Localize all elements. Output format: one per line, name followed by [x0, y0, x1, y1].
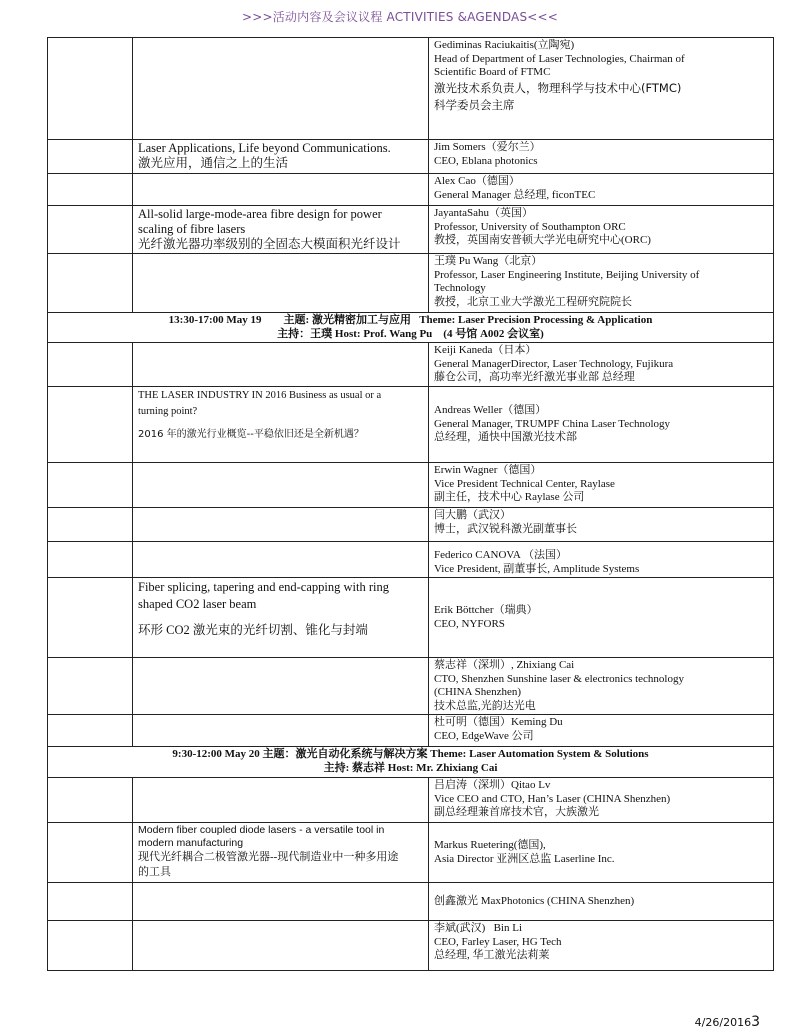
topic-cell — [133, 463, 429, 508]
topic-cell — [133, 508, 429, 542]
speaker-cell — [429, 206, 774, 254]
speaker-title: Vice CEO and CTO, Han’s Laser (CHINA Shenzhen) — [434, 792, 671, 805]
time-cell — [48, 715, 133, 747]
topic-title: modern manufacturing — [138, 837, 244, 849]
time-cell — [48, 658, 133, 715]
time-cell — [48, 883, 133, 921]
speaker-title: General ManagerDirector, Laser Technology, Fujikura — [434, 357, 674, 370]
speaker-name: Andreas Weller（德国） — [434, 404, 547, 417]
topic-cell — [133, 883, 429, 921]
speaker-title-zh: 科学委员会主席 — [434, 97, 515, 112]
page-footer — [695, 1014, 760, 1030]
speaker-title: CEO, EdgeWave 公司 — [434, 729, 534, 742]
table-row — [48, 387, 774, 463]
speaker-title-zh: 藤仓公司，高功率光纤激光事业部 总经理 — [434, 371, 635, 383]
table-row — [48, 715, 774, 747]
page-number: 3 — [751, 1014, 760, 1030]
topic-cell — [133, 387, 429, 463]
speaker-title: CEO, Farley Laser, HG Tech — [434, 935, 562, 948]
speaker-name: Gediminas Raciukaitis(立陶宛) — [434, 39, 575, 51]
speaker-cell — [429, 254, 774, 313]
speaker-title-zh: 教授，英国南安普顿大学光电研究中心(ORC) — [434, 234, 651, 246]
speaker-cell — [429, 578, 774, 658]
time-cell — [48, 578, 133, 658]
speaker-name: 吕启涛（深圳）Qitao Lv — [434, 779, 551, 791]
speaker-name: Erik Böttcher（瑞典） — [434, 604, 538, 616]
speaker-cell — [429, 174, 774, 206]
speaker-title-zh: 技术总监,光韵达光电 — [434, 699, 536, 712]
time-cell — [48, 463, 133, 508]
speaker-title: CTO, Shenzhen Sunshine laser & electronics technology — [434, 672, 684, 685]
topic-title: THE LASER INDUSTRY IN 2016 Business as usual or a — [138, 390, 382, 401]
speaker-cell — [429, 343, 774, 387]
topic-cell — [133, 778, 429, 823]
topic-title-zh: 激光应用，通信之上的生活 — [138, 156, 289, 170]
speaker-cell — [429, 387, 774, 463]
speaker-name: 闫大鹏（武汉） — [434, 509, 511, 521]
speaker-title: CEO, NYFORS — [434, 617, 505, 630]
topic-cell — [133, 542, 429, 578]
speaker-cell — [429, 658, 774, 715]
table-row — [48, 343, 774, 387]
time-cell — [48, 254, 133, 313]
speaker-title-zh: 副主任，技术中心 Raylase 公司 — [434, 491, 585, 503]
speaker-title: Technology — [434, 282, 486, 294]
speaker-title: Vice President, 副董事长, Amplitude Systems — [434, 562, 640, 575]
topic-title-zh: 现代光纤耦合二极管激光器--现代制造业中一种多用途 — [138, 851, 399, 863]
speaker-title-zh: 博士，武汉锐科激光副董事长 — [434, 522, 577, 535]
topic-title: turning point? — [138, 406, 198, 417]
table-row — [48, 38, 774, 140]
topic-title: Fiber splicing, tapering and end-capping with ring — [138, 580, 389, 594]
table-row — [48, 254, 774, 313]
speaker-name: Jim Somers（爱尔兰） — [434, 141, 541, 153]
speaker-name: Federico CANOVA （法国） — [434, 549, 568, 561]
session-host: 主持: 蔡志祥 Host: Mr. Zhixiang Cai — [323, 761, 498, 774]
speaker-name: Erwin Wagner（德国） — [434, 464, 542, 476]
topic-cell — [133, 38, 429, 140]
time-cell — [48, 387, 133, 463]
topic-cell — [133, 715, 429, 747]
speaker-title-zh: 激光技术系负责人，物理科学与技术中心(FTMC) — [434, 80, 682, 95]
table-row — [48, 658, 774, 715]
topic-title: Laser Applications, Life beyond Communications. — [138, 141, 391, 155]
topic-title: shaped CO2 laser beam — [138, 597, 257, 611]
topic-cell — [133, 254, 429, 313]
session-header — [48, 313, 774, 343]
session-theme: 9:30-12:00 May 20 主题：激光自动化系统与解决方案 Theme: Laser Automation System & Solutions — [172, 748, 649, 760]
speaker-name: 王璞 Pu Wang（北京） — [434, 255, 543, 267]
time-cell — [48, 778, 133, 823]
topic-cell — [133, 206, 429, 254]
topic-title-zh: 2016 年的激光行业概览--平稳依旧还是全新机遇？ — [138, 429, 364, 440]
topic-cell — [133, 578, 429, 658]
table-row — [48, 578, 774, 658]
table-row — [48, 883, 774, 921]
speaker-title: Scientific Board of FTMC — [434, 66, 551, 78]
table-row — [48, 823, 774, 883]
time-cell — [48, 206, 133, 254]
time-cell — [48, 38, 133, 140]
speaker-title: General Manager, TRUMPF China Laser Technology — [434, 417, 671, 430]
table-row — [48, 921, 774, 971]
topic-cell — [133, 343, 429, 387]
table-row — [48, 463, 774, 508]
speaker-name: JayantaSahu（英国） — [434, 207, 533, 219]
speaker-name: 李斌(武汉) Bin Li — [434, 922, 522, 934]
table-row — [48, 206, 774, 254]
speaker-title: General Manager 总经理, ficonTEC — [434, 188, 596, 201]
table-row — [48, 508, 774, 542]
speaker-title: Vice President Technical Center, Raylase — [434, 477, 615, 490]
speaker-title-zh: 副总经理兼首席技术官，大族激光 — [434, 806, 599, 818]
speaker-cell — [429, 715, 774, 747]
topic-title-zh: 环形 CO2 激光束的光纤切割、锥化与封端 — [138, 623, 368, 637]
speaker-title-zh: 总经理, 华工激光法莉莱 — [434, 949, 550, 961]
speaker-cell — [429, 463, 774, 508]
speaker-cell — [429, 921, 774, 971]
speaker-cell — [429, 508, 774, 542]
speaker-title-zh: 教授，北京工业大学激光工程研究院院长 — [434, 295, 632, 308]
speaker-name: Markus Ruetering(德国), — [434, 839, 546, 851]
speaker-cell — [429, 542, 774, 578]
speaker-title: Professor, University of Southampton ORC — [434, 220, 626, 233]
time-cell — [48, 542, 133, 578]
speaker-title: Asia Director 亚洲区总监 Laserline Inc. — [434, 852, 615, 865]
speaker-name: 蔡志祥（深圳）, Zhixiang Cai — [434, 659, 575, 671]
speaker-name: Keiji Kaneda（日本） — [434, 344, 537, 356]
session-host: 主持：王璞 Host: Prof. Wang Pu (4 号馆 A002 会议室) — [277, 327, 544, 340]
table-row — [48, 778, 774, 823]
agenda-table — [47, 37, 774, 971]
session-header — [48, 747, 774, 778]
speaker-title: Professor, Laser Engineering Institute, Beijing University of — [434, 268, 700, 281]
speaker-name: Alex Cao（德国） — [434, 175, 520, 187]
time-cell — [48, 823, 133, 883]
speaker-cell — [429, 778, 774, 823]
page-header-title: >>>活动内容及会议议程 ACTIVITIES &AGENDAS<<< — [241, 10, 559, 24]
time-cell — [48, 921, 133, 971]
speaker-name: 杜可明（德国）Keming Du — [434, 716, 563, 728]
topic-title-zh: 光纤激光器功率级别的全固态大模面积光纤设计 — [138, 237, 401, 251]
session-theme: 13:30-17:00 May 19 主题: 激光精密加工与应用 Theme: Laser Precision Processing & Application — [168, 314, 653, 326]
speaker-cell — [429, 140, 774, 174]
topic-title: scaling of fibre lasers — [138, 222, 246, 236]
session-header-row — [48, 747, 774, 778]
topic-cell — [133, 658, 429, 715]
time-cell — [48, 140, 133, 174]
footer-date: 4/26/2016 — [694, 1016, 752, 1029]
speaker-name: 创鑫激光 MaxPhotonics (CHINA Shenzhen) — [434, 894, 635, 907]
table-row — [48, 140, 774, 174]
session-header-row — [48, 313, 774, 343]
speaker-title: Head of Department of Laser Technologies, Chairman of — [434, 52, 685, 65]
speaker-cell — [429, 823, 774, 883]
table-row — [48, 174, 774, 206]
speaker-title-zh: 总经理，通快中国激光技术部 — [434, 431, 577, 444]
topic-title: Modern fiber coupled diode lasers - a versatile tool in — [138, 824, 385, 836]
topic-cell — [133, 921, 429, 971]
speaker-title: (CHINA Shenzhen) — [434, 686, 522, 698]
topic-cell — [133, 140, 429, 174]
time-cell — [48, 174, 133, 206]
topic-cell — [133, 823, 429, 883]
topic-cell — [133, 174, 429, 206]
speaker-cell — [429, 883, 774, 921]
time-cell — [48, 343, 133, 387]
topic-title-zh: 的工具 — [138, 866, 171, 878]
speaker-title: CEO, Eblana photonics — [434, 154, 538, 167]
table-row — [48, 542, 774, 578]
speaker-cell — [429, 38, 774, 140]
topic-title: All-solid large-mode-area fibre design for power — [138, 207, 382, 221]
time-cell — [48, 508, 133, 542]
